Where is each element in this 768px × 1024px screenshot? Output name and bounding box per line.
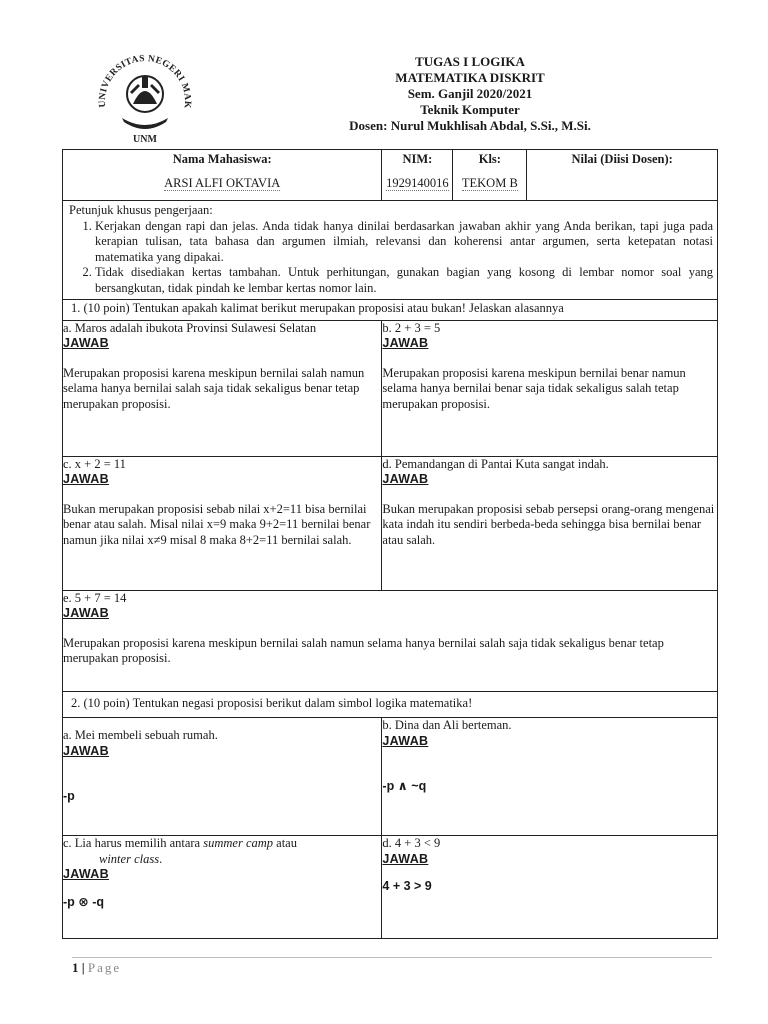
class-value: TEKOM B [461,175,518,190]
instruction-item: 1. Kerjakan dengan rapi dan jelas. Anda tidak hanya dinilai berdasarkan jawaban akhir yang Anda berikan, tapi juga pada kerapian tulisan, tata bahasa dan argumen ilmiah, relevansi dan koherensi antar argumen, serta ketepatan notasi matematika yang dipakai. [95,219,713,266]
header-program: Teknik Komputer [420,102,520,117]
q1b-cell [382,320,718,456]
page-footer [72,957,712,976]
instructions-cell [63,201,718,300]
page-word: Page [87,960,122,975]
grade-cell [527,150,718,201]
assignment-table [62,149,718,939]
q2b-answer-label: JAWAB [382,733,429,748]
q1a-question: a. Maros adalah ibukota Provinsi Sulawesi Selatan [63,320,317,335]
class-cell [453,150,527,201]
document-header [300,54,640,134]
q1-row-e [63,590,718,691]
q1a-answer: Merupakan proposisi karena meskipun bernilai salah namun selama hanya bernilai salah saja tidak sekaligus benar tetap merupakan proposisi. [63,365,365,411]
q2-row-cd [63,836,718,939]
student-info-row [63,150,718,201]
header-title: TUGAS I LOGIKA [415,54,525,69]
q2-row-ab [63,718,718,836]
q2d-cell [382,836,718,939]
nim-label: NIM: [402,152,433,166]
q2c-answer-label: JAWAB [63,867,109,881]
page-number: 1 [72,960,79,975]
q2b-question: b. Dina dan Ali berteman. [382,718,512,732]
nim-value: 1929140016 [386,175,449,190]
q1-title: 1. (10 poin) Tentukan apakah kalimat berikut merupakan proposisi atau bukan! Jelaskan alasannya [63,300,718,321]
q1d-question: d. Pemandangan di Pantai Kuta sangat indah. [382,456,609,471]
q1a-cell [63,320,382,456]
class-label: Kls: [478,152,501,166]
q1e-answer: Merupakan proposisi karena meskipun bernilai salah namun selama hanya bernilai salah saja tidak sekaligus benar tetap merupakan proposisi. [63,635,664,665]
q1d-answer-label: JAWAB [382,472,429,486]
q2c-cell [63,836,382,939]
q2c-question: c. Lia harus memilih antara summer camp atau winter class. [63,836,297,866]
q2d-answer-label: JAWAB [382,851,429,866]
q2c-answer: -p ⊗ -q [63,894,105,909]
grade-value [527,168,717,176]
logo-abbr: UNM [133,134,157,145]
q2b-cell [382,718,718,836]
q2d-answer: 4 + 3 > 9 [382,879,432,893]
q2a-answer-label: JAWAB [63,743,109,758]
q1-title-row [63,300,718,321]
q1c-question: c. x + 2 = 11 [63,456,126,471]
student-name-label: Nama Mahasiswa: [172,152,272,166]
instructions-row [63,201,718,300]
q1b-question: b. 2 + 3 = 5 [382,320,441,335]
q1c-answer-label: JAWAB [63,472,109,486]
page-separator: | [78,960,88,975]
header-semester: Sem. Ganjil 2020/2021 [407,86,533,101]
q1e-question: e. 5 + 7 = 14 [63,590,127,605]
header-subject: MATEMATIKA DISKRIT [395,70,545,85]
university-logo [92,48,198,148]
logo-ring-text: UNIVERSITAS NEGERI MAK [97,54,193,109]
q1a-answer-label: JAWAB [63,336,109,350]
q2-title: 2. (10 poin) Tentukan negasi proposisi berikut dalam simbol logika matematika! [63,691,718,718]
student-name-cell [63,150,382,201]
q1c-cell [63,456,382,590]
q2b-answer: -p ∧ ~q [382,779,427,793]
q1-row-cd [63,456,718,590]
instructions-list [69,219,713,297]
q2d-question: d. 4 + 3 < 9 [382,836,441,850]
instruction-item: 2. Tidak disediakan kertas tambahan. Untuk perhitungan, gunakan bagian yang kosong di lembar nomor soal yang bersangkutan, tidak pindah ke lembar kertas nomor lain. [95,265,713,296]
grade-label: Nilai (Diisi Dosen): [571,152,673,166]
q1-row-ab [63,320,718,456]
q1c-answer: Bukan merupakan proposisi sebab nilai x+2=11 bisa bernilai benar atau salah. Misal nilai x=9 maka 9+2=11 bernilai benar namun jika nilai x≠9 misal 8 maka 8+2=11 bernilai salah. [63,501,371,547]
q1e-cell [63,590,718,691]
q2a-cell [63,718,382,836]
q1b-answer: Merupakan proposisi karena meskipun bernilai benar namun selama hanya bernilai benar saja tidak sekaligus salah tetap merupakan proposisi. [382,365,686,411]
q2a-question: a. Mei membeli sebuah rumah. [63,728,218,742]
q1d-cell [382,456,718,590]
student-name-value: ARSI ALFI OKTAVIA [164,175,281,190]
q2-title-row [63,691,718,718]
q1d-answer: Bukan merupakan proposisi sebab persepsi orang-orang mengenai kata indah itu sendiri berbeda-beda sehingga bisa bernilai benar atau salah. [382,501,715,547]
instructions-title: Petunjuk khusus pengerjaan: [69,203,213,217]
header-lecturer: Dosen: Nurul Mukhlisah Abdal, S.Si., M.Si. [349,118,591,133]
q1b-answer-label: JAWAB [382,336,429,350]
q1e-answer-label: JAWAB [63,606,109,620]
nim-cell [382,150,453,201]
q2a-answer: -p [63,789,75,803]
